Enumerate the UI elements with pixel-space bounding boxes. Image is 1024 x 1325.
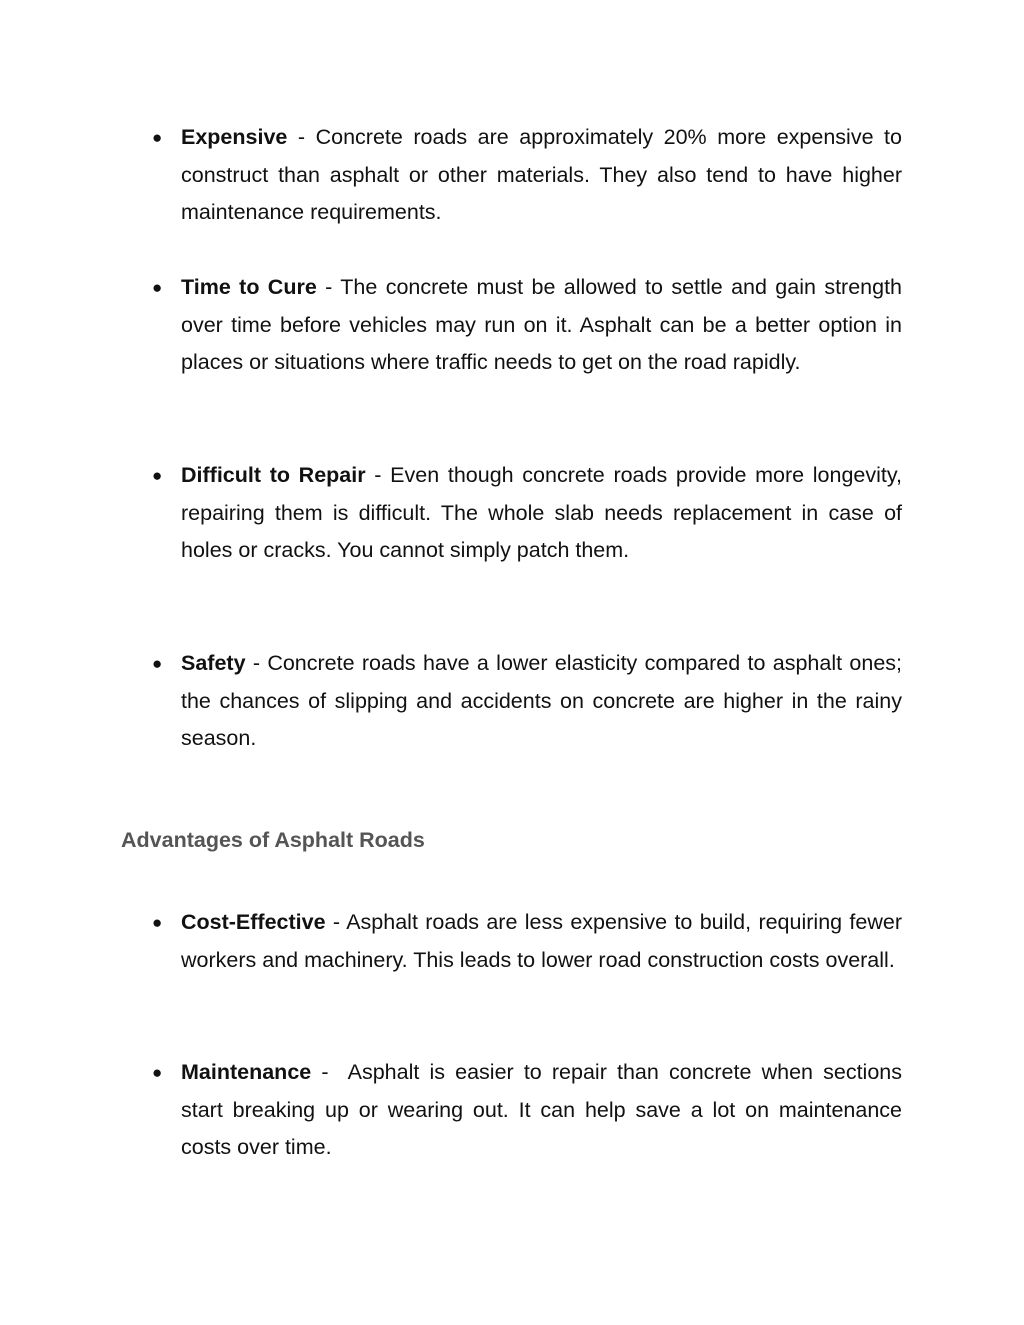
item-text: Even though concrete roads provide more longevity, repairing them is difficult. The whole slab needs replacement in case of holes or cracks. You cannot simply patch them. — [181, 463, 903, 563]
item-term: Cost-Effective — [181, 910, 326, 934]
list-item — [0, 1054, 902, 1167]
item-text: Concrete roads have a lower elasticity compared to asphalt ones; the chances of slipping and accidents on concrete are higher in the rainy season. — [181, 651, 902, 751]
disadvantage-item-safety — [0, 645, 1024, 758]
item-term: Safety — [181, 651, 246, 675]
item-separator: - — [325, 910, 347, 934]
list-item — [0, 904, 902, 979]
bullet-icon: ● — [152, 278, 163, 297]
item-separator: - — [287, 125, 316, 149]
item-term: Difficult to Repair — [181, 463, 366, 487]
disadvantage-item-time-to-cure — [0, 269, 1024, 382]
item-separator: - — [316, 275, 341, 299]
list-item — [0, 119, 902, 232]
advantage-item-cost-effective — [0, 904, 1024, 979]
item-text: The concrete must be allowed to settle and gain strength over time before vehicles may run on it. Asphalt can be a better option in places or situations where traffic needs to get on the road rapidly. — [181, 275, 902, 375]
advantage-item-maintenance — [0, 1054, 1024, 1167]
item-text: Concrete roads are approximately 20% more expensive to construct than asphalt or other materials. They also tend to have higher maintenance requirements. — [181, 125, 902, 225]
disadvantage-item-difficult-to-repair — [0, 457, 1024, 570]
bullet-icon: ● — [152, 128, 163, 147]
item-term: Maintenance — [181, 1060, 312, 1084]
item-separator: - — [245, 651, 268, 675]
list-item — [0, 269, 902, 382]
disadvantage-item-expensive — [0, 119, 1024, 232]
list-item — [0, 645, 902, 758]
section-heading: Advantages of Asphalt Roads — [121, 828, 425, 852]
item-text: Asphalt roads are less expensive to build, requiring fewer workers and machinery. This leads to lower road construction costs overall. — [181, 910, 903, 972]
item-separator: - — [311, 1060, 348, 1084]
bullet-icon: ● — [152, 1063, 163, 1082]
item-text: Asphalt is easier to repair than concrete when sections start breaking up or wearing out. It can help save a lot on maintenance costs over time. — [181, 1060, 902, 1160]
list-item — [0, 457, 902, 570]
bullet-icon: ● — [152, 654, 163, 673]
item-term: Time to Cure — [181, 275, 317, 299]
item-separator: - — [365, 463, 391, 487]
bullet-icon: ● — [152, 466, 163, 485]
item-term: Expensive — [181, 125, 288, 149]
bullet-icon: ● — [152, 913, 163, 932]
